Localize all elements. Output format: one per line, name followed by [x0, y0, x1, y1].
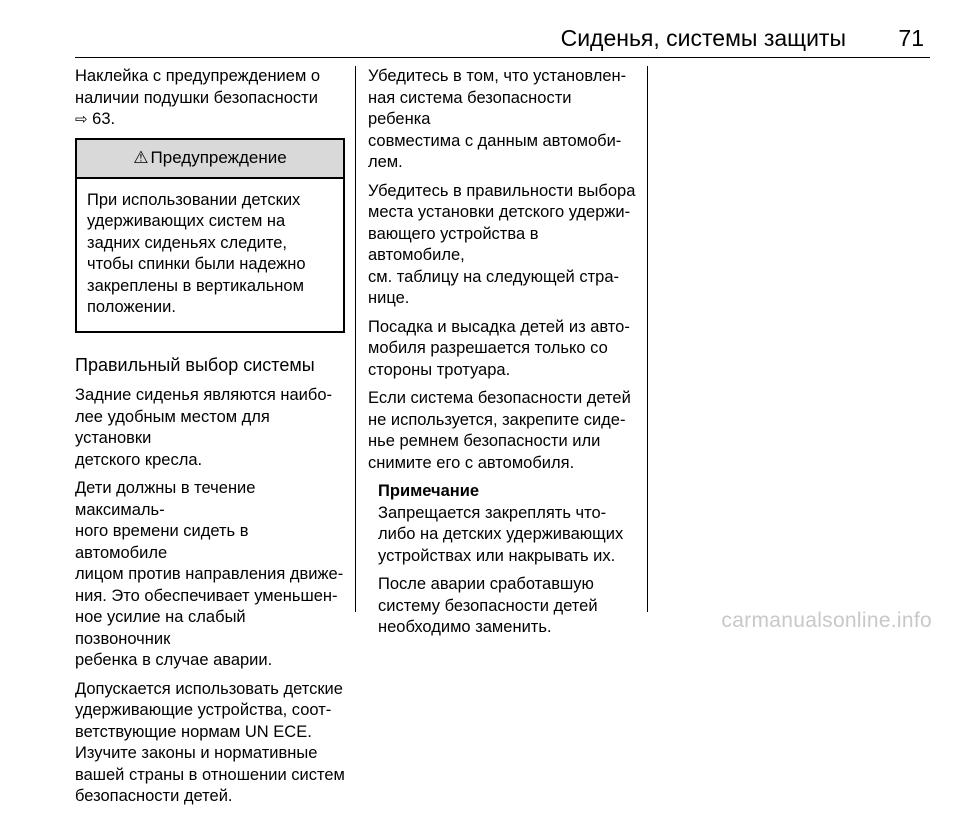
note-paragraph: После аварии сработавшую систему безопасности детей необходимо заменить.	[378, 575, 598, 636]
note-paragraph: Запрещается закреплять что- либо на детских удерживающих устройствах или накрывать их.	[378, 503, 624, 565]
section-heading: Правильный выбор системы	[75, 354, 315, 375]
warning-body: При использовании детских удерживающих систем на задних сиденьях следите, чтобы спинки были надежно закреплены в вертикальном положении.	[87, 190, 306, 316]
column-divider-right	[647, 66, 648, 612]
warning-triangle-icon: ⚠	[133, 148, 149, 168]
warning-title: Предупреждение	[150, 148, 287, 168]
paragraph: Убедитесь в правильности выбора места установки детского удержи- вающего устройства в автомобиле, см. таблицу на следующей стра- нице.	[368, 181, 636, 307]
watermark: carmanualsonline.info	[721, 609, 932, 632]
note-title: Примечание	[378, 482, 480, 500]
airbag-label-reference-text: Наклейка с предупреждением о наличии подушки безопасности	[75, 67, 321, 107]
paragraph: Задние сиденья являются наибо- лее удобным местом для установки детского кресла.	[75, 386, 333, 469]
page-number: 71	[898, 25, 924, 51]
paragraph: Допускается использовать детские удерживающие устройства, соот- ветствующие нормам UN ECE. Изучите законы и нормативные вашей страны в отношении систем безопасности детей.	[75, 679, 345, 805]
note-block	[368, 481, 638, 639]
paragraph: Если система безопасности детей не используется, закрепите сиде- нье ремнем безопасности или снимите его с автомобиля.	[368, 389, 631, 472]
cross-reference-page-link[interactable]: 63.	[92, 110, 116, 128]
column-divider-left	[355, 66, 356, 612]
paragraph: Посадка и высадка детей из авто- мобиля разрешается только со стороны тротуара.	[368, 317, 630, 379]
warning-header	[77, 140, 343, 179]
paragraph: Дети должны в течение максималь- ного времени сидеть в автомобиле лицом против направления движе- ния. Это обеспечивает уменьшен- ное усилие на слабый позвоночник ребенка в случае аварии.	[75, 479, 344, 669]
page-header	[0, 0, 960, 60]
section-title: Сиденья, системы защиты	[560, 25, 846, 51]
airbag-label-reference	[75, 66, 345, 131]
left-column	[75, 66, 345, 815]
cross-reference-arrow-icon: ⇨	[75, 111, 88, 128]
warning-box	[75, 138, 345, 333]
paragraph: Убедитесь в том, что установлен- ная система безопасности ребенка совместима с данным автомоби- лем.	[368, 67, 627, 171]
header-divider	[75, 57, 930, 58]
right-column	[368, 66, 638, 646]
